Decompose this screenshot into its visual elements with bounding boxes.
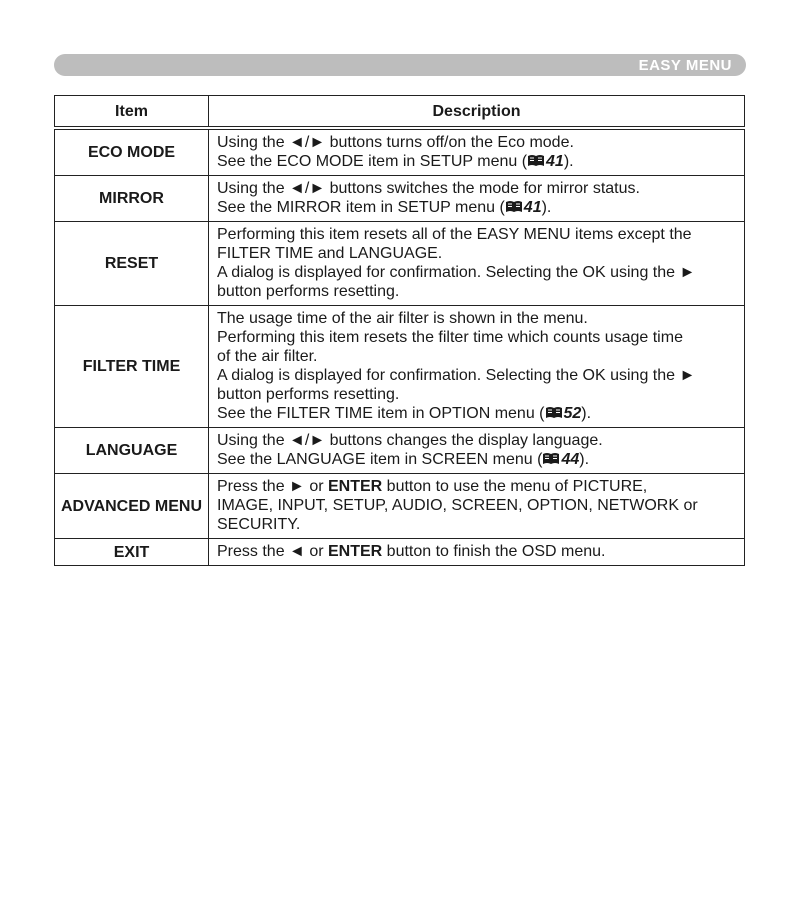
table-row	[55, 128, 745, 176]
item-description	[209, 539, 745, 566]
page-reference: 41	[523, 199, 542, 216]
column-header-description: Description	[209, 96, 745, 129]
description-line: SECURITY.	[217, 516, 301, 533]
enter-key-label: ENTER	[327, 543, 383, 560]
description-line: Performing this item resets all of the EASY MENU items except the	[217, 226, 692, 243]
item-name: EXIT	[55, 539, 209, 566]
page-reference: 41	[546, 153, 564, 170]
description-line: Performing this item resets the filter time which counts usage time	[217, 329, 683, 346]
table-row	[55, 428, 745, 474]
description-line: A dialog is displayed for confirmation. Selecting the OK using the ►	[217, 367, 696, 384]
description-line: See the MIRROR item in SETUP menu ( 41).	[217, 199, 552, 216]
item-name: FILTER TIME	[55, 306, 209, 428]
item-description	[209, 222, 745, 306]
item-description	[209, 428, 745, 474]
description-line: FILTER TIME and LANGUAGE.	[217, 245, 443, 262]
book-reference-icon	[542, 452, 560, 465]
book-reference-icon	[527, 154, 545, 167]
table-row	[55, 474, 745, 539]
description-line: Press the ◄ or ENTER button to finish the OSD menu.	[217, 543, 606, 560]
item-name: ECO MODE	[55, 128, 209, 176]
description-line: of the air filter.	[217, 348, 318, 365]
description-line: The usage time of the air filter is shown in the menu.	[217, 310, 588, 327]
table-row	[55, 222, 745, 306]
item-name: RESET	[55, 222, 209, 306]
item-name: ADVANCED MENU	[55, 474, 209, 539]
section-title: EASY MENU	[638, 57, 732, 74]
page-reference: 44	[561, 451, 580, 468]
description-line: Using the ◄/► buttons switches the mode for mirror status.	[217, 180, 640, 197]
item-name: MIRROR	[55, 176, 209, 222]
table-row	[55, 306, 745, 428]
description-line: IMAGE, INPUT, SETUP, AUDIO, SCREEN, OPTION, NETWORK or	[217, 497, 698, 514]
enter-key-label: ENTER	[327, 478, 383, 495]
book-reference-icon	[505, 200, 523, 213]
column-header-item: Item	[55, 96, 209, 129]
description-line: Using the ◄/► buttons turns off/on the Eco mode.	[217, 134, 574, 151]
table-row	[55, 539, 745, 566]
item-description	[209, 474, 745, 539]
item-description	[209, 176, 745, 222]
description-line: button performs resetting.	[217, 283, 400, 300]
description-line: button performs resetting.	[217, 386, 400, 403]
page-reference: 52	[563, 405, 582, 422]
description-line: A dialog is displayed for confirmation. Selecting the OK using the ►	[217, 264, 696, 281]
description-line: See the FILTER TIME item in OPTION menu ( 52).	[217, 405, 592, 422]
description-line: Press the ► or ENTER button to use the menu of PICTURE,	[217, 478, 648, 495]
table-row	[55, 176, 745, 222]
description-line: See the LANGUAGE item in SCREEN menu ( 44).	[217, 451, 590, 468]
table-header-row	[55, 96, 745, 129]
item-description	[209, 306, 745, 428]
section-header-bar	[54, 54, 746, 76]
book-reference-icon	[545, 406, 563, 419]
item-description	[209, 128, 745, 176]
item-name: LANGUAGE	[55, 428, 209, 474]
description-line: See the ECO MODE item in SETUP menu ( 41).	[217, 153, 574, 170]
easy-menu-table	[54, 95, 745, 566]
description-line: Using the ◄/► buttons changes the display language.	[217, 432, 603, 449]
